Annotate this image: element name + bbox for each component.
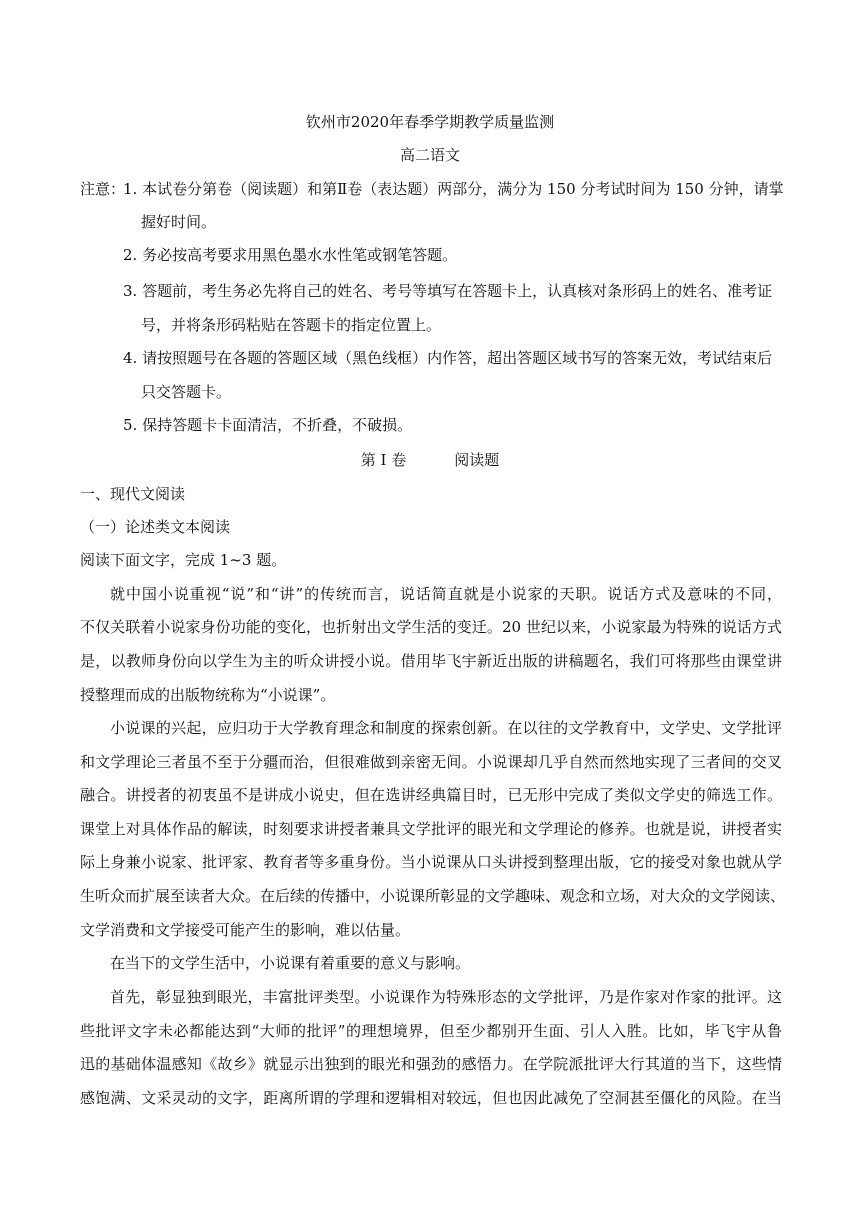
article-line: 迅的基础体温感知《故乡》就显示出独到的眼光和强劲的感悟力。在学院派批评大行其道的当下，这些情 (80, 1055, 782, 1073)
notice-item-3-cont: 号，并将条形码粘贴在答题卡的指定位置上。 (141, 316, 442, 334)
part-volume: 第 I 卷 (360, 451, 407, 469)
part-name: 阅读题 (454, 451, 500, 469)
notice-item-2: 2. 务必按高考要求用黑色墨水水性笔或钢笔答题。 (123, 246, 458, 264)
article-line: 是，以教师身份向以学生为主的听众讲授小说。借用毕飞宇新近出版的讲稿题名，我们可将那些由课堂讲 (80, 652, 782, 670)
article-line: 授整理而成的出版物统称为“小说课”。 (80, 686, 336, 704)
heading-argumentative-reading: （一）论述类文本阅读 (80, 518, 231, 536)
notice-item-1: 1. 本试卷分第卷（阅读题）和第Ⅱ卷（表达题）两部分，满分为 150 分考试时间为 150 分钟，请掌 (123, 180, 784, 198)
article-line: 生听众而扩展至读者大众。在后续的传播中，小说课所彰显的文学趣味、观念和立场，对大众的文学阅读、 (80, 887, 786, 905)
article-line: 就中国小说重视“说”和“讲”的传统而言，说话简直就是小说家的天职。说话方式及意味的不同， (110, 585, 782, 603)
article-line: 首先，彰显独到眼光，丰富批评类型。小说课作为特殊形态的文学批评，乃是作家对作家的批评。这 (110, 988, 782, 1006)
article-line: 感饱满、文采灵动的文字，距离所谓的学理和逻辑相对较远，但也因此减免了空洞甚至僵化的风险。在当 (80, 1089, 782, 1107)
notice-item-1-cont: 握好时间。 (141, 213, 217, 231)
article-line: 融合。讲授者的初衷虽不是讲成小说史，但在选讲经典篇目时，已无形中完成了类似文学史的筛选工作。 (80, 786, 782, 804)
article-line: 课堂上对具体作品的解读，时刻要求讲授者兼具文学批评的眼光和文学理论的修养。也就是说，讲授者实 (80, 820, 782, 838)
article-line: 和文学理论三者虽不至于分疆而治，但很难做到亲密无间。小说课却几乎自然而然地实现了三者间的交叉 (80, 753, 782, 771)
notice-item-5: 5. 保持答题卡卡面清洁，不折叠，不破损。 (123, 416, 413, 434)
article-line: 文学消费和文学接受可能产生的影响，难以估量。 (80, 921, 411, 939)
reading-instruction: 阅读下面文字，完成 1~3 题。 (80, 551, 287, 569)
subject-title: 高二语文 (399, 146, 460, 164)
article-line: 际上身兼小说家、批评家、教育者等多重身份。当小说课从口头讲授到整理出版，它的接受对象也就从学 (80, 853, 782, 871)
article-line: 些批评文字未必都能达到“大师的批评”的理想境界，但至少都别开生面、引人入胜。比如，毕飞宇从鲁 (80, 1022, 782, 1040)
article-line: 小说课的兴起，应归功于大学教育理念和制度的探索创新。在以往的文学教育中，文学史、文学批评 (110, 719, 782, 737)
heading-modern-reading: 一、现代文阅读 (80, 485, 186, 503)
notice-item-4-cont: 只交答题卡。 (141, 383, 232, 401)
part-heading (0, 450, 860, 470)
article-line: 不仅关联着小说家身份功能的变化，也折射出文学生活的变迁。20 世纪以来，小说家最为特殊的说话方式 (80, 618, 782, 636)
document-title: 钦州市2020年春季学期教学质量监测 (305, 113, 555, 131)
article-line: 在当下的文学生活中，小说课有着重要的意义与影响。 (110, 954, 471, 972)
notice-label: 注意： (80, 180, 126, 198)
notice-item-3: 3. 答题前，考生务必先将自己的姓名、考号等填写在答题卡上，认真核对条形码上的姓名、准考证 (123, 282, 773, 300)
notice-item-4: 4. 请按照题号在各题的答题区域（黑色线框）内作答，超出答题区域书写的答案无效，考试结束后 (123, 349, 773, 367)
